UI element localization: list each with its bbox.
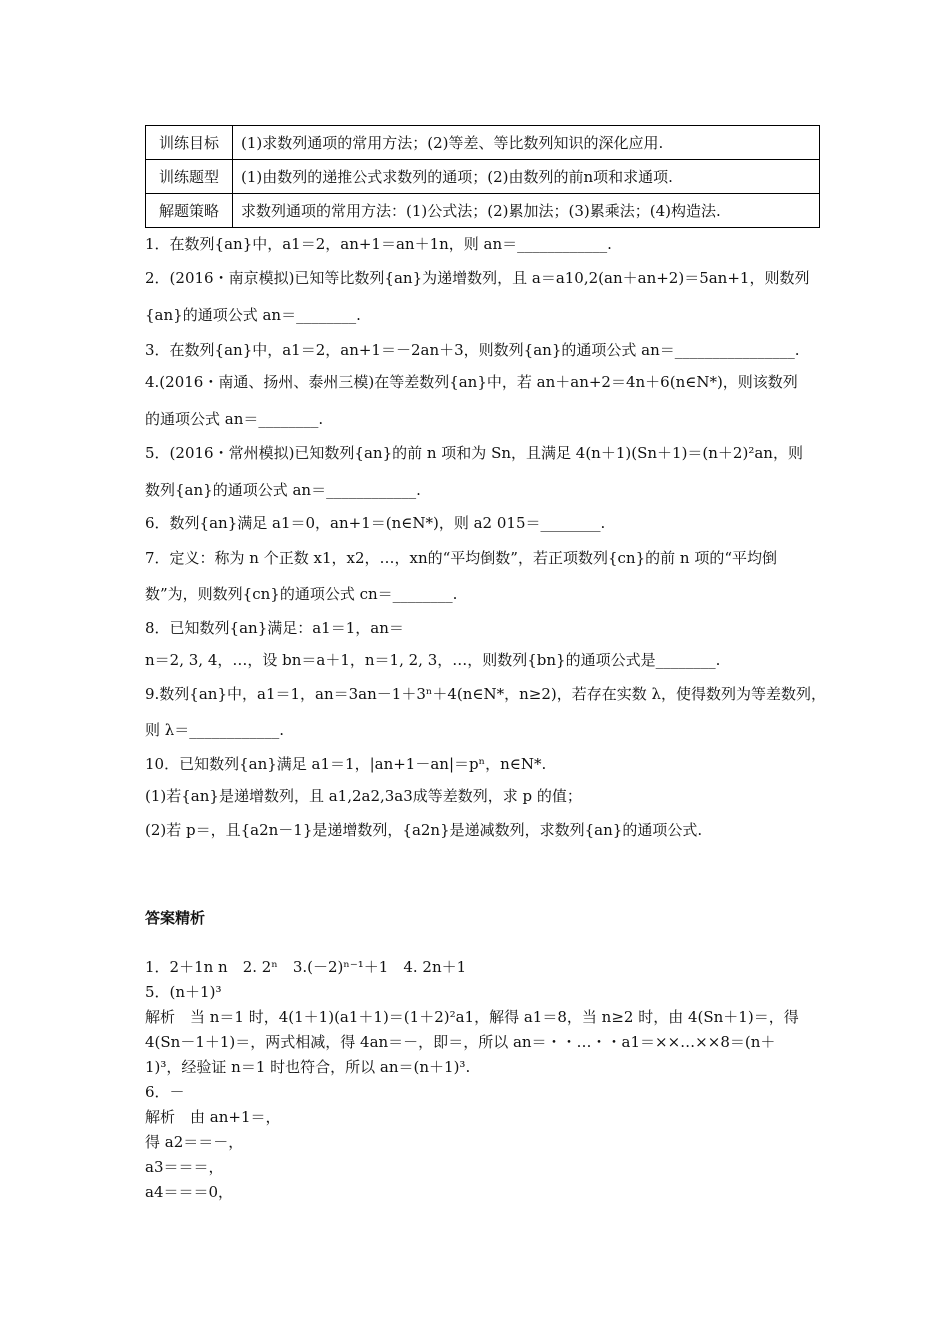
- question-line: 1．在数列{an}中，a1＝2，an+1＝an＋1n，则 an＝____________.: [145, 235, 612, 253]
- question-line: 的通项公式 an＝________.: [145, 410, 324, 428]
- answer-line: a3＝＝＝，: [145, 1158, 224, 1176]
- answer-line: 得 a2＝＝－，: [145, 1133, 244, 1151]
- row-value: 求数列通项的常用方法：(1)公式法；(2)累加法；(3)累乘法；(4)构造法.: [233, 194, 820, 228]
- answer-line: 1．2＋1n n 2. 2ⁿ 3.(－2)ⁿ⁻¹＋1 4. 2n＋1: [145, 958, 467, 976]
- question-line: 8．已知数列{an}满足：a1＝1，an＝: [145, 619, 404, 637]
- question-line: 数列{an}的通项公式 an＝____________.: [145, 481, 421, 499]
- question-line: 6．数列{an}满足 a1＝0，an+1＝(n∈N*)，则 a2 015＝________.: [145, 514, 606, 532]
- section-title: 答案精析: [145, 909, 206, 927]
- question-line: 5．(2016・常州模拟)已知数列{an}的前 n 项和为 Sn，且满足 4(n＋1)(Sn＋1)＝(n＋2)²an，则: [145, 444, 803, 462]
- table-row: [146, 194, 820, 228]
- row-label: 训练题型: [146, 160, 233, 194]
- answer-line: 4(Sn－1＋1)＝，两式相减，得 4an＝－，即＝，所以 an＝・・…・・a1＝××…××8＝(n＋: [145, 1033, 776, 1051]
- question-line: 则 λ＝____________.: [145, 721, 285, 739]
- table-row: [146, 126, 820, 160]
- answer-line: a4＝＝＝0，: [145, 1183, 234, 1201]
- question-line: 数”为，则数列{cn}的通项公式 cn＝________.: [145, 585, 458, 603]
- question-line: (1)若{an}是递增数列，且 a1,2a2,3a3成等差数列，求 p 的值；: [145, 787, 582, 805]
- answer-line: 6．－: [145, 1083, 185, 1101]
- question-line: 3．在数列{an}中，a1＝2，an+1＝－2an＋3，则数列{an}的通项公式 an＝________________.: [145, 341, 800, 359]
- answer-line: 5．(n＋1)³: [145, 983, 222, 1001]
- answer-line: 1)³，经验证 n＝1 时也符合，所以 an＝(n＋1)³.: [145, 1058, 471, 1076]
- question-line: n＝2, 3, 4，…，设 bn＝a＋1，n＝1, 2, 3，…，则数列{bn}的通项公式是________.: [145, 651, 721, 669]
- question-line: 9.数列{an}中，a1＝1，an＝3an－1＋3ⁿ＋4(n∈N*，n≥2)，若存在实数 λ，使得数列为等差数列，: [145, 685, 827, 703]
- training-info-table: [145, 125, 820, 228]
- answer-line: 解析 当 n＝1 时，4(1＋1)(a1＋1)＝(1＋2)²a1，解得 a1＝8，当 n≥2 时，由 4(Sn＋1)＝，得: [145, 1008, 799, 1026]
- question-line: (2)若 p＝，且{a2n－1}是递增数列，{a2n}是递减数列，求数列{an}的通项公式.: [145, 821, 703, 839]
- row-label: 解题策略: [146, 194, 233, 228]
- answer-line: 解析 由 an+1＝，: [145, 1108, 281, 1126]
- question-line: 10．已知数列{an}满足 a1＝1，|an+1－an|＝pⁿ，n∈N*.: [145, 755, 547, 773]
- row-label: 训练目标: [146, 126, 233, 160]
- question-line: 2．(2016・南京模拟)已知等比数列{an}为递增数列，且 a＝a10,2(an＋an+2)＝5an+1，则数列: [145, 269, 810, 287]
- question-line: 4.(2016・南通、扬州、泰州三模)在等差数列{an}中，若 an＋an+2＝4n＋6(n∈N*)，则该数列: [145, 373, 798, 391]
- row-value: (1)由数列的递推公式求数列的通项；(2)由数列的前n项和求通项.: [233, 160, 820, 194]
- question-line: 7．定义：称为 n 个正数 x1，x2，…，xn的“平均倒数”，若正项数列{cn}的前 n 项的“平均倒: [145, 549, 777, 567]
- question-line: {an}的通项公式 an＝________.: [145, 306, 361, 324]
- row-value: (1)求数列通项的常用方法；(2)等差、等比数列知识的深化应用.: [233, 126, 820, 160]
- table-row: [146, 160, 820, 194]
